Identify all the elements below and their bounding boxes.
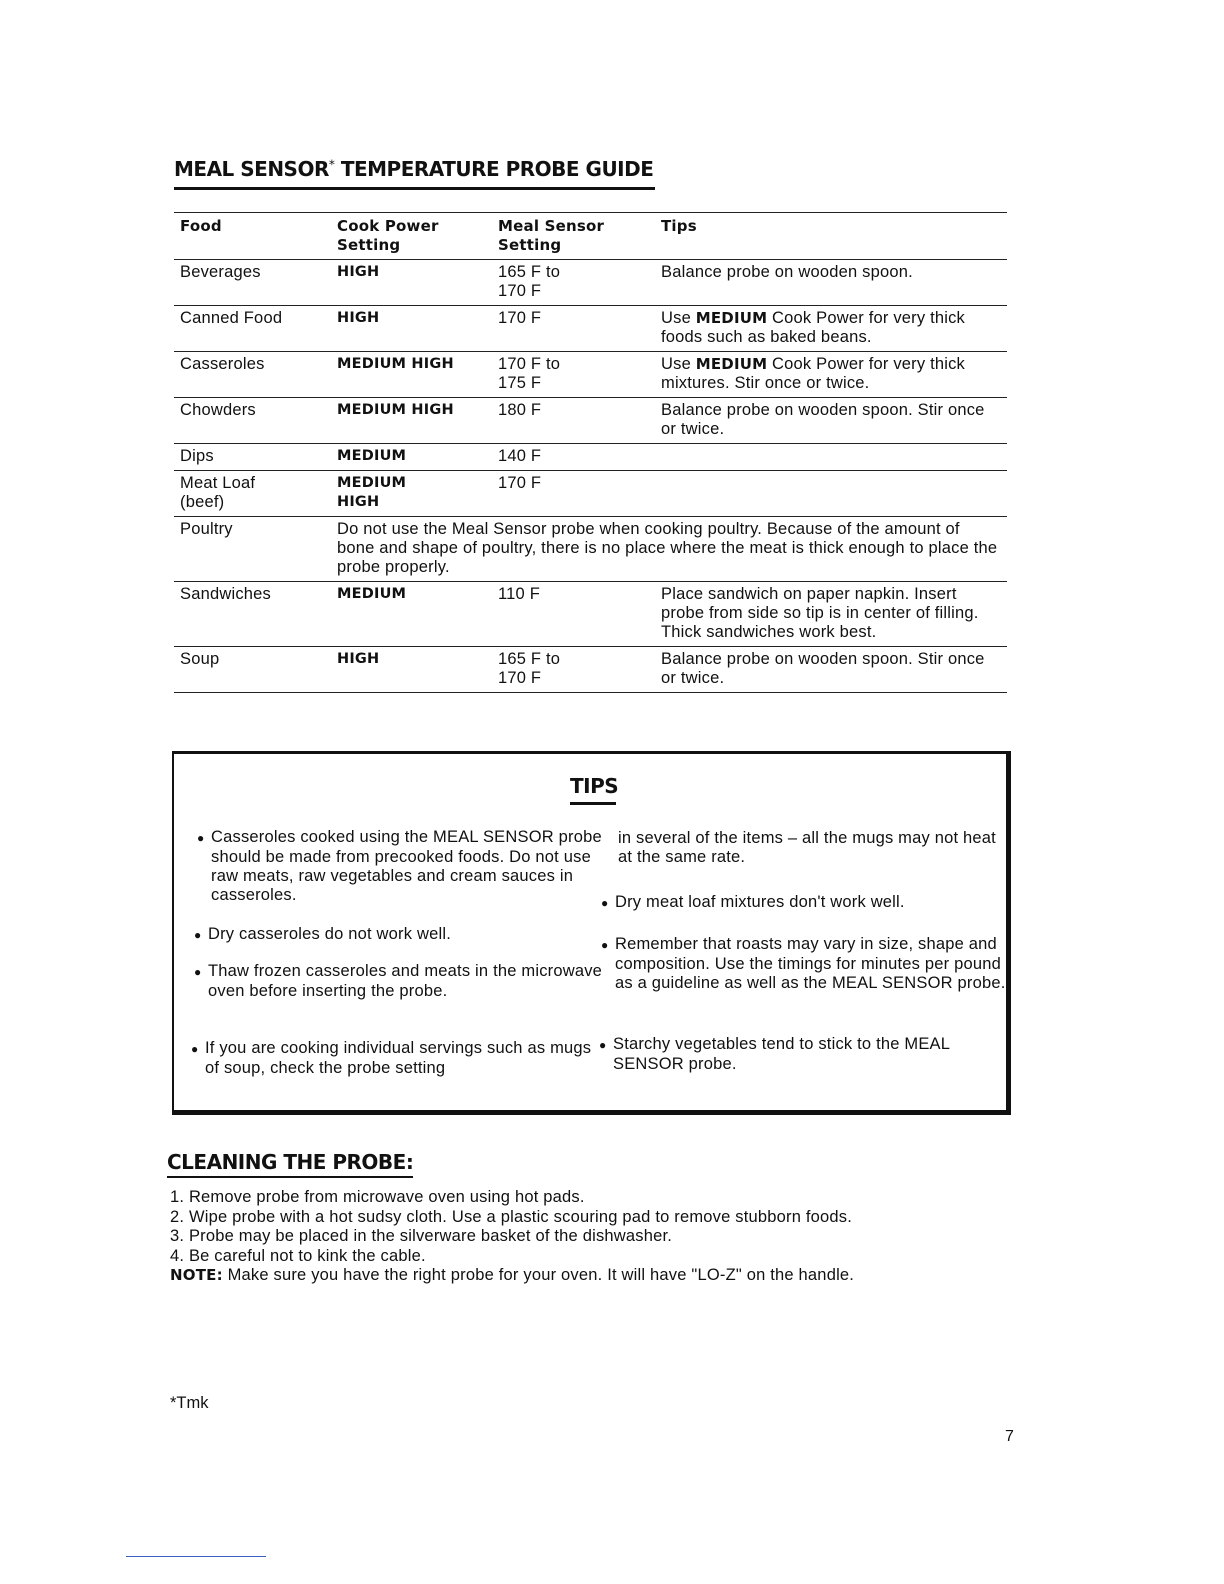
trademark-mark: * <box>328 157 335 172</box>
meal-sensor-cell: 165 F to 170 F <box>492 647 655 693</box>
list-item: 1. Remove probe from microwave oven using hot pads. <box>170 1188 585 1206</box>
list-item: 2. Wipe probe with a hot sudsy cloth. Use a plastic scouring pad to remove stubborn foods. <box>170 1207 853 1226</box>
table-row <box>174 444 1007 471</box>
tip-text: Dry casseroles do not work well. <box>208 925 451 943</box>
table-row <box>174 398 1007 444</box>
header-tips: Tips <box>655 213 1007 260</box>
tip-text: Remember that roasts may vary in size, shape and composition. Use the timings for minutes per pound as a guideline as well as the MEAL SENSOR probe. <box>615 935 1006 992</box>
tips-cell: Balance probe on wooden spoon. Stir once or twice. <box>655 647 1007 693</box>
meal-sensor-cell: 180 F <box>492 398 655 444</box>
tips-cell <box>655 444 1007 471</box>
table-row <box>174 260 1007 306</box>
guide-title-main: MEAL SENSOR <box>174 157 329 181</box>
meal-sensor-cell: 170 F to 175 F <box>492 352 655 398</box>
food-cell: Canned Food <box>174 306 331 352</box>
meal-sensor-cell: 140 F <box>492 444 655 471</box>
cook-power-cell: HIGH <box>331 306 492 352</box>
cook-power-cell: MEDIUM HIGH <box>331 471 492 517</box>
cleaning-note <box>170 1266 1020 1286</box>
list-item: 3. Probe may be placed in the silverware basket of the dishwasher. <box>170 1227 673 1245</box>
guide-title-rest: TEMPERATURE PROBE GUIDE <box>334 157 654 181</box>
table-row <box>174 471 1007 517</box>
bullet-icon: ● <box>194 928 202 942</box>
meal-sensor-cell: 170 F <box>492 306 655 352</box>
tip-item <box>599 1035 1010 1074</box>
list-item: 4. Be careful not to kink the cable. <box>170 1246 426 1265</box>
food-cell: Casseroles <box>174 352 331 398</box>
tips-cell: Balance probe on wooden spoon. Stir once or twice. <box>655 398 1007 444</box>
cook-power-cell: HIGH <box>331 260 492 306</box>
tip-text: Dry meat loaf mixtures don't work well. <box>615 893 905 911</box>
cook-power-cell: HIGH <box>331 647 492 693</box>
table-row <box>174 647 1007 693</box>
food-cell: Soup <box>174 647 331 693</box>
note-text: Make sure you have the right probe for your oven. It will have "LO-Z" on the handle. <box>222 1266 855 1284</box>
table-row <box>174 517 1007 582</box>
tips-cell <box>655 471 1007 517</box>
header-food: Food <box>174 213 331 260</box>
tip-item-continued <box>618 829 998 867</box>
food-cell: Meat Loaf (beef) <box>174 471 331 517</box>
food-cell: Beverages <box>174 260 331 306</box>
tip-item <box>601 935 1010 993</box>
probe-guide-table <box>174 212 1007 693</box>
tip-text: Casseroles cooked using the MEAL SENSOR probe should be made from precooked foods. Do not use raw meats, raw vegetables and cream sauces in casseroles. <box>211 828 602 904</box>
tip-text: If you are cooking individual servings such as mugs of soup, check the probe setting <box>205 1039 592 1077</box>
tip-text: Starchy vegetables tend to stick to the MEAL SENSOR probe. <box>613 1035 950 1073</box>
meal-sensor-cell: 110 F <box>492 582 655 647</box>
tips-heading: TIPS <box>570 774 616 805</box>
trademark-footnote: *Tmk <box>170 1394 209 1412</box>
cleaning-steps <box>170 1188 1020 1286</box>
cook-power-cell: MEDIUM <box>331 444 492 471</box>
tip-text: in several of the items – all the mugs may not heat at the same rate. <box>618 829 996 866</box>
bullet-icon: ● <box>191 1042 199 1056</box>
food-cell: Dips <box>174 444 331 471</box>
tips-box <box>172 751 1011 1115</box>
tip-text: Thaw frozen casseroles and meats in the microwave oven before inserting the probe. <box>208 962 603 1000</box>
tip-item <box>197 828 606 905</box>
cook-power-cell: MEDIUM <box>331 582 492 647</box>
bullet-icon: ● <box>197 831 205 845</box>
table-row <box>174 306 1007 352</box>
guide-title <box>174 157 655 190</box>
meal-sensor-cell: 165 F to 170 F <box>492 260 655 306</box>
bullet-icon: ● <box>194 965 202 979</box>
page-number: 7 <box>1005 1428 1014 1445</box>
tips-cell: Place sandwich on paper napkin. Insert probe from side so tip is in center of filling. Thick sandwiches work best. <box>655 582 1007 647</box>
tip-item <box>194 925 603 945</box>
tip-item <box>601 893 1010 913</box>
tips-cell: Balance probe on wooden spoon. <box>655 260 1007 306</box>
table-header-row <box>174 213 1007 260</box>
bullet-icon: ● <box>601 896 609 910</box>
tips-cell: Use MEDIUM Cook Power for very thick mixtures. Stir once or twice. <box>655 352 1007 398</box>
header-cook-power: Cook Power Setting <box>331 213 492 260</box>
cook-power-cell: MEDIUM HIGH <box>331 352 492 398</box>
bullet-icon: ● <box>601 938 609 952</box>
tip-item <box>194 962 603 1001</box>
table-row <box>174 582 1007 647</box>
food-cell: Chowders <box>174 398 331 444</box>
header-meal-sensor: Meal Sensor Setting <box>492 213 655 260</box>
table-row <box>174 352 1007 398</box>
bottom-divider <box>126 1556 266 1557</box>
bullet-icon: ● <box>599 1038 607 1052</box>
note-label: NOTE: <box>170 1266 223 1284</box>
food-cell: Poultry <box>174 517 331 582</box>
tip-item <box>191 1039 605 1078</box>
poultry-note-cell: Do not use the Meal Sensor probe when cooking poultry. Because of the amount of bone and shape of poultry, there is no place where the meat is thick enough to place the probe properly. <box>331 517 1007 582</box>
tips-cell: Use MEDIUM Cook Power for very thick foods such as baked beans. <box>655 306 1007 352</box>
cook-power-cell: MEDIUM HIGH <box>331 398 492 444</box>
meal-sensor-cell: 170 F <box>492 471 655 517</box>
cleaning-title: CLEANING THE PROBE: <box>167 1150 413 1178</box>
food-cell: Sandwiches <box>174 582 331 647</box>
